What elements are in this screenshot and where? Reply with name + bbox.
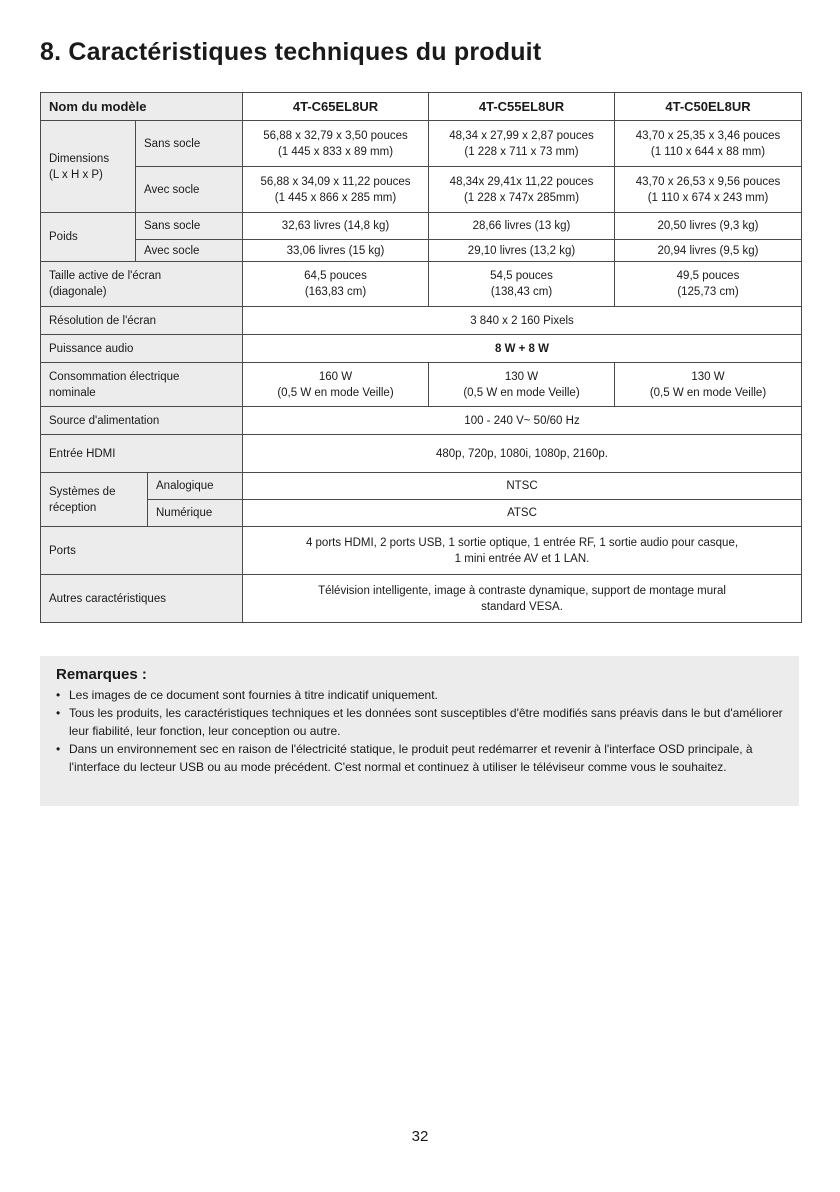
autres-label: Autres caractéristiques [41, 575, 243, 623]
table-row [41, 363, 802, 407]
dimensions-avec-socle-label: Avec socle [136, 167, 243, 213]
list-item [56, 686, 783, 704]
note-text: Tous les produits, les caractéristiques techniques et les données sont susceptibles d'être modifiés sans préavis dans le but d'améliorer leur fiabilité, leur fonction, leur conception ou autre. [69, 706, 783, 738]
alimentation-label: Source d'alimentation [41, 407, 243, 435]
table-cell: 56,88 x 32,79 x 3,50 pouces (1 445 x 833 x 89 mm) [243, 121, 429, 167]
table-row [41, 335, 802, 363]
table-cell: ATSC [243, 500, 802, 527]
model-header-2: 4T-C55EL8UR [429, 93, 615, 121]
resolution-label: Résolution de l'écran [41, 307, 243, 335]
taille-label: Taille active de l'écran (diagonale) [41, 262, 243, 307]
page-title: 8. Caractéristiques techniques du produit [40, 38, 542, 66]
bullet-icon: • [56, 688, 61, 702]
page-number: 32 [411, 1128, 429, 1145]
table-cell: 480p, 720p, 1080i, 1080p, 2160p. [243, 435, 802, 473]
poids-sans-socle-label: Sans socle [136, 213, 243, 240]
reception-numerique-label: Numérique [148, 500, 243, 527]
table-cell: 8 W + 8 W [243, 335, 802, 363]
list-item [56, 740, 783, 776]
table-row [41, 121, 802, 167]
table-cell: Télévision intelligente, image à contraste dynamique, support de montage mural standard VESA. [243, 575, 802, 623]
table-header-row [41, 93, 802, 121]
table-row [41, 213, 802, 240]
table-cell: 20,50 livres (9,3 kg) [615, 213, 802, 240]
dimensions-sans-socle-label: Sans socle [136, 121, 243, 167]
bullet-icon: • [56, 742, 61, 756]
table-row [41, 240, 802, 262]
table-row [41, 167, 802, 213]
table-cell: 130 W (0,5 W en mode Veille) [429, 363, 615, 407]
table-cell: 28,66 livres (13 kg) [429, 213, 615, 240]
poids-avec-socle-label: Avec socle [136, 240, 243, 262]
dimensions-label: Dimensions (L x H x P) [41, 121, 136, 213]
table-cell: 100 - 240 V~ 50/60 Hz [243, 407, 802, 435]
table-cell: 43,70 x 25,35 x 3,46 pouces (1 110 x 644 x 88 mm) [615, 121, 802, 167]
table-row [41, 527, 802, 575]
table-cell: 54,5 pouces (138,43 cm) [429, 262, 615, 307]
table-row [41, 575, 802, 623]
table-row [41, 500, 802, 527]
table-cell: 43,70 x 26,53 x 9,56 pouces (1 110 x 674 x 243 mm) [615, 167, 802, 213]
table-cell: 32,63 livres (14,8 kg) [243, 213, 429, 240]
table-row [41, 307, 802, 335]
table-cell: 64,5 pouces (163,83 cm) [243, 262, 429, 307]
table-cell: 3 840 x 2 160 Pixels [243, 307, 802, 335]
table-cell: 29,10 livres (13,2 kg) [429, 240, 615, 262]
hdmi-label: Entrée HDMI [41, 435, 243, 473]
table-cell: 4 ports HDMI, 2 ports USB, 1 sortie optique, 1 entrée RF, 1 sortie audio pour casque, 1 mini entrée AV et 1 LAN. [243, 527, 802, 575]
table-cell: 20,94 livres (9,5 kg) [615, 240, 802, 262]
audio-label: Puissance audio [41, 335, 243, 363]
ports-label: Ports [41, 527, 243, 575]
table-cell: 48,34 x 27,99 x 2,87 pouces (1 228 x 711 x 73 mm) [429, 121, 615, 167]
table-cell: NTSC [243, 473, 802, 500]
note-text: Les images de ce document sont fournies à titre indicatif uniquement. [69, 688, 438, 702]
specifications-table [40, 92, 802, 623]
reception-label: Systèmes de réception [41, 473, 148, 527]
table-cell: 56,88 x 34,09 x 11,22 pouces (1 445 x 866 x 285 mm) [243, 167, 429, 213]
notes-list [56, 686, 783, 776]
model-header-1: 4T-C65EL8UR [243, 93, 429, 121]
poids-label: Poids [41, 213, 136, 262]
table-cell: 130 W (0,5 W en mode Veille) [615, 363, 802, 407]
table-cell: 33,06 livres (15 kg) [243, 240, 429, 262]
reception-analogique-label: Analogique [148, 473, 243, 500]
table-row [41, 262, 802, 307]
table-cell: 49,5 pouces (125,73 cm) [615, 262, 802, 307]
table-cell: 160 W (0,5 W en mode Veille) [243, 363, 429, 407]
list-item [56, 704, 783, 740]
notes-title: Remarques : [56, 666, 147, 683]
consommation-label: Consommation électrique nominale [41, 363, 243, 407]
note-text: Dans un environnement sec en raison de l'électricité statique, le produit peut redémarrer et revenir à l'interface OSD principale, à l'interface du lecteur USB ou au mode précédent. C'est normal et continuez à utiliser le téléviseur comme vous le souhaitez. [69, 742, 753, 774]
table-row [41, 407, 802, 435]
model-name-header: Nom du modèle [41, 93, 243, 121]
notes-box [40, 656, 799, 806]
table-cell: 48,34x 29,41x 11,22 pouces (1 228 x 747x 285mm) [429, 167, 615, 213]
table-row [41, 435, 802, 473]
bullet-icon: • [56, 706, 61, 720]
table-row [41, 473, 802, 500]
model-header-3: 4T-C50EL8UR [615, 93, 802, 121]
